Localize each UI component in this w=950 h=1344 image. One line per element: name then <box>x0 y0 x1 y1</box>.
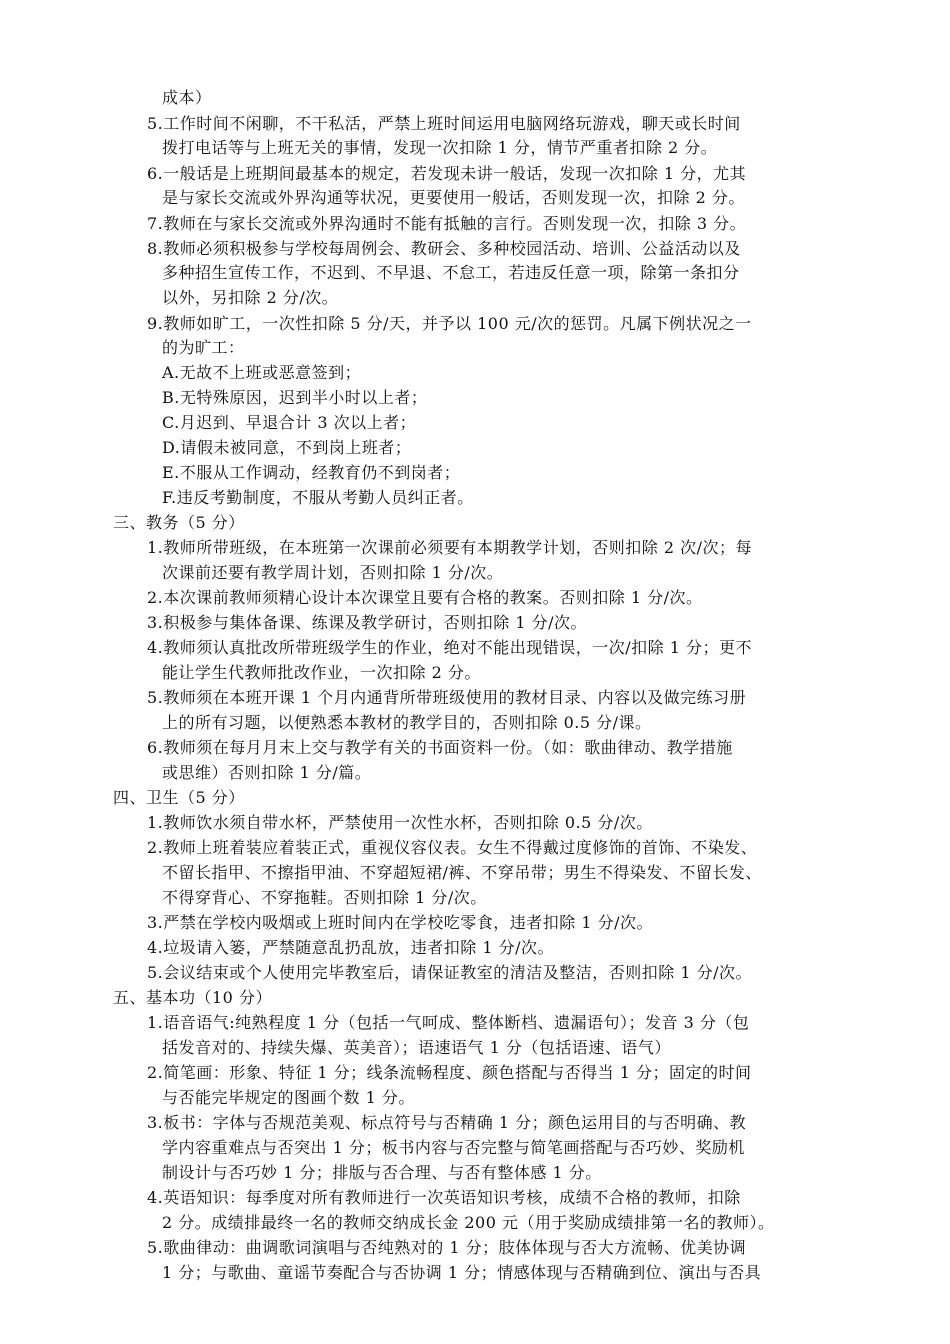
academics-item-1-line-1: 1.教师所带班级，在本班第一次课前必须要有本期教学计划，否则扣除 2 次/次；每 <box>147 538 753 557</box>
sub-item-c: C.月迟到、早退合计 3 次以上者； <box>162 413 417 432</box>
hygiene-item-3: 3.严禁在学校内吸烟或上班时间内在学校吃零食，违者扣除 1 分/次。 <box>147 913 654 932</box>
sub-item-e: E.不服从工作调动，经教育仍不到岗者； <box>162 463 461 482</box>
skills-item-5-line-1: 5.歌曲律动：曲调歌词演唱与否纯熟对的 1 分；肢体体现与否大方流畅、优美协调 <box>147 1238 747 1257</box>
item-9-line-1: 9.教师如旷工，一次性扣除 5 分/天，并予以 100 元/次的惩罚。凡属下例状况之一 <box>147 314 752 333</box>
skills-item-1-line-2: 括发音对的、持续失爆、英美音）；语速语气 1 分（包括语速、语气） <box>162 1038 671 1057</box>
skills-item-1-line-1: 1.语音语气:纯熟程度 1 分（包括一气呵成、整体断档、遗漏语句）；发音 3 分（包 <box>147 1013 750 1032</box>
sub-item-a: A.无故不上班或恶意签到； <box>162 363 362 382</box>
academics-item-6-line-1: 6.教师须在每月月末上交与教学有关的书面资料一份。（如：歌曲律动、教学措施 <box>147 738 733 757</box>
skills-item-2-line-2: 与否能完毕规定的图画个数 1 分。 <box>162 1088 415 1107</box>
sub-item-b: B.无特殊原因，迟到半小时以上者； <box>162 388 428 407</box>
academics-item-4-line-2: 能让学生代教师批改作业，一次扣除 2 分。 <box>162 663 481 682</box>
hygiene-item-2-line-2: 不留长指甲、不擦指甲油、不穿超短裙/裤、不穿吊带；男生不得染发、不留长发、 <box>162 863 762 882</box>
item-6-line-1: 6.一般话是上班期间最基本的规定，若发现未讲一般话，发现一次扣除 1 分，尤其 <box>147 164 747 183</box>
hygiene-item-2-line-3: 不得穿背心、不穿拖鞋。否则扣除 1 分/次。 <box>162 888 487 907</box>
item-8-line-2: 多种招生宣传工作，不迟到、不早退、不怠工，若违反任意一项，除第一条扣分 <box>162 263 740 282</box>
sub-item-f: F.违反考勤制度，不服从考勤人员纠正者。 <box>162 488 474 507</box>
academics-item-2: 2.本次课前教师须精心设计本次课堂且要有合格的教案。否则扣除 1 分/次。 <box>147 588 703 607</box>
skills-item-4-line-2: 2 分。成绩排最终一名的教师交纳成长金 200 元（用于奖励成绩排第一名的教师）。 <box>162 1213 775 1232</box>
skills-item-5-line-2: 1 分；与歌曲、童谣节奏配合与否协调 1 分；情感体现与否精确到位、演出与否具 <box>162 1263 762 1282</box>
hygiene-item-1: 1.教师饮水须自带水杯，严禁使用一次性水杯，否则扣除 0.5 分/次。 <box>147 813 653 832</box>
section-heading-hygiene: 四、卫生（5 分） <box>113 788 245 807</box>
academics-item-5-line-2: 上的所有习题，以便熟悉本教材的教学目的，否则扣除 0.5 分/课。 <box>162 713 652 732</box>
section-heading-academics: 三、教务（5 分） <box>113 513 245 532</box>
academics-item-1-line-2: 次课前还要有教学周计划，否则扣除 1 分/次。 <box>162 563 504 582</box>
skills-item-3-line-2: 学内容重难点与否突出 1 分；板书内容与否完整与简笔画搭配与否巧妙、奖励机 <box>162 1138 745 1157</box>
hygiene-item-5: 5.会议结束或个人使用完毕教室后，请保证教室的清洁及整洁，否则扣除 1 分/次。 <box>147 963 753 982</box>
section-heading-basic-skills: 五、基本功（10 分） <box>113 988 272 1007</box>
academics-item-6-line-2: 或思维）否则扣除 1 分/篇。 <box>162 763 372 782</box>
item-9-line-2: 的为旷工： <box>162 338 245 357</box>
sub-item-d: D.请假未被同意，不到岗上班者； <box>162 438 412 457</box>
item-8-line-3: 以外，另扣除 2 分/次。 <box>162 288 339 307</box>
academics-item-4-line-1: 4.教师须认真批改所带班级学生的作业，绝对不能出现错误，一次/扣除 1 分；更不 <box>147 638 753 657</box>
academics-item-3: 3.积极参与集体备课、练课及教学研讨，否则扣除 1 分/次。 <box>147 613 588 632</box>
skills-item-3-line-3: 制设计与否巧妙 1 分；排版与否合理、与否有整体感 1 分。 <box>162 1163 602 1182</box>
hygiene-item-2-line-1: 2.教师上班着装应着装正式，重视仪容仪表。女生不得戴过度修饰的首饰、不染发、 <box>147 838 758 857</box>
skills-item-2-line-1: 2.简笔画：形象、特征 1 分；线条流畅程度、颜色搭配与否得当 1 分；固定的时间 <box>147 1063 752 1082</box>
item-5-line-2: 拨打电话等与上班无关的事情，发现一次扣除 1 分，情节严重者扣除 2 分。 <box>162 138 718 157</box>
item-7-line-1: 7.教师在与家长交流或外界沟通时不能有抵触的言行。否则发现一次，扣除 3 分。 <box>147 214 747 233</box>
item-6-line-2: 是与家长交流或外界沟通等状况，更要使用一般话，否则发现一次，扣除 2 分。 <box>162 188 745 207</box>
hygiene-item-4: 4.垃圾请入篓，严禁随意乱扔乱放，违者扣除 1 分/次。 <box>147 938 555 957</box>
skills-item-4-line-1: 4.英语知识：每季度对所有教师进行一次英语知识考核，成绩不合格的教师，扣除 <box>147 1188 741 1207</box>
academics-item-5-line-1: 5.教师须在本班开课 1 个月内通背所带班级使用的教材目录、内容以及做完练习册 <box>147 688 747 707</box>
skills-item-3-line-1: 3.板书：字体与否规范美观、标点符号与否精确 1 分；颜色运用目的与否明确、教 <box>147 1113 747 1132</box>
item-5-line-1: 5.工作时间不闲聊，不干私活，严禁上班时间运用电脑网络玩游戏，聊天或长时间 <box>147 114 741 133</box>
item-8-line-1: 8.教师必须积极参与学校每周例会、教研会、多种校园活动、培训、公益活动以及 <box>147 239 741 258</box>
line-continuation: 成本） <box>162 88 212 107</box>
